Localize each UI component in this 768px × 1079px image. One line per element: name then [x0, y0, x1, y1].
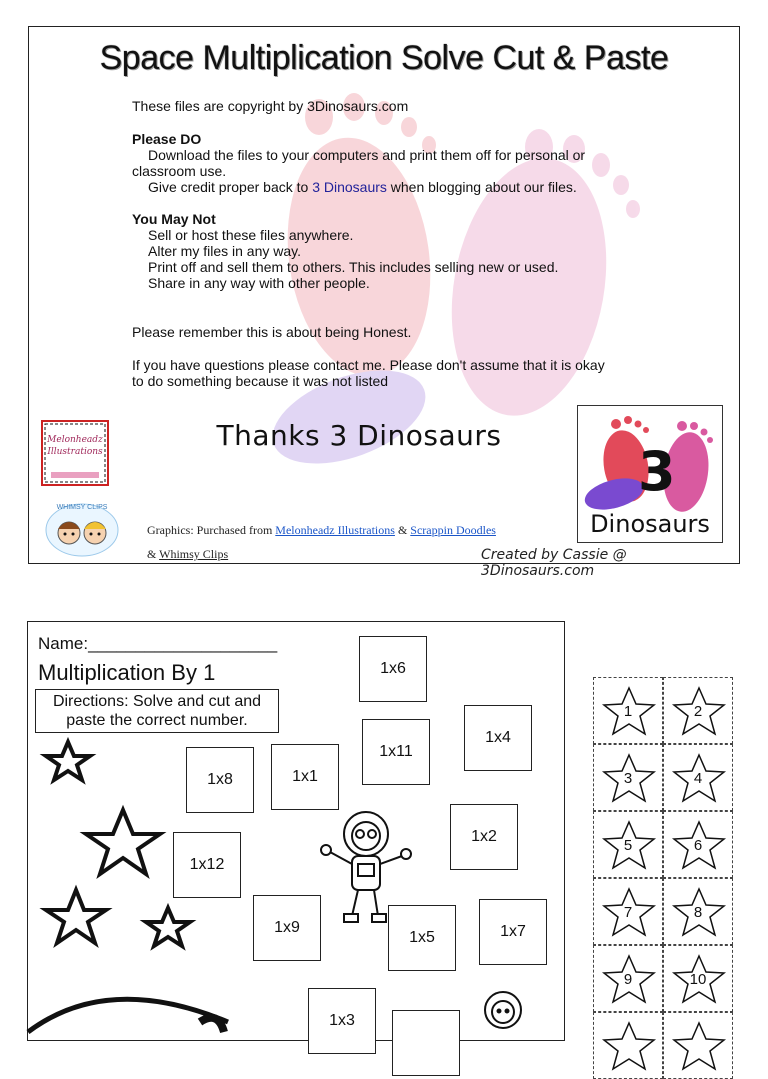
cutout-star-cell[interactable]: [663, 1012, 733, 1079]
cutout-star-cell[interactable]: [593, 744, 663, 811]
questions-line-2: to do something because it was not listed: [132, 373, 389, 389]
graphics-credit-line-2: [147, 547, 228, 562]
please-do-line-2-pre: Give credit proper back to: [148, 179, 313, 195]
cutout-number: 6: [693, 837, 703, 854]
cutout-star-cell[interactable]: [663, 677, 733, 744]
whimsy-clips-logo: [45, 503, 119, 557]
problem-card: 1x12: [173, 832, 241, 898]
problem-card: 1x11: [362, 719, 430, 785]
astronaut-illustration: [316, 808, 416, 926]
problem-card: 1x5: [388, 905, 456, 971]
cover-title: Space Multiplication Solve Cut & Paste: [99, 39, 669, 77]
cutout-star-cell[interactable]: [593, 878, 663, 945]
three-dinosaurs-logo-word: Dinosaurs: [590, 510, 710, 538]
cutout-star-cell[interactable]: [663, 811, 733, 878]
please-do-line-2: [132, 179, 632, 195]
small-astronaut-illustration: [480, 988, 526, 1042]
please-do-section: [132, 131, 632, 195]
honest-note: Please remember this is about being Honest.: [132, 324, 412, 340]
cutout-number: 4: [693, 770, 703, 787]
cutout-number: 10: [689, 971, 707, 988]
cutout-strip: [593, 677, 733, 1037]
three-dinosaurs-link[interactable]: 3 Dinosaurs: [312, 179, 387, 195]
problem-card: 1x1: [271, 744, 339, 810]
please-do-line-1: Download the files to your computers and print them off for personal or: [148, 147, 586, 163]
cutout-number: 1: [623, 703, 633, 720]
cutout-star-cell[interactable]: [593, 1012, 663, 1079]
please-do-heading: Please DO: [132, 131, 202, 147]
questions-note: [132, 357, 652, 389]
problem-card-blank: [392, 1010, 460, 1076]
problem-card: 1x3: [308, 988, 376, 1054]
may-not-item: Sell or host these files anywhere.: [148, 227, 354, 243]
scrappin-doodles-link[interactable]: Scrappin Doodles: [410, 523, 496, 537]
thanks-signature: Thanks 3 Dinosaurs: [216, 419, 502, 452]
created-by: Created by Cassie @ 3Dinosaurs.com: [481, 547, 627, 579]
graphics-credit-line-2-pre: &: [147, 547, 160, 561]
may-not-heading: You May Not: [132, 211, 216, 227]
may-not-item: Share in any way with other people.: [148, 275, 370, 291]
problem-card: 1x7: [479, 899, 547, 965]
may-not-item: Alter my files in any way.: [148, 243, 302, 259]
cutout-number: 9: [623, 971, 633, 988]
may-not-item: Print off and sell them to others. This includes selling new or used.: [148, 259, 559, 275]
name-field[interactable]: Name:____________________: [38, 634, 278, 653]
problem-card: 1x8: [186, 747, 254, 813]
problem-card: 1x6: [359, 636, 427, 702]
problem-card: 1x2: [450, 804, 518, 870]
whimsy-clips-link[interactable]: Whimsy Clips: [159, 547, 229, 561]
cutout-number: 5: [623, 837, 633, 854]
worksheet: [27, 621, 565, 1041]
cutout-star-cell[interactable]: [663, 878, 733, 945]
cutout-number: 7: [623, 904, 633, 921]
problem-card: 1x4: [464, 705, 532, 771]
melonheadz-logo-text: Melonheadz Illustrations: [47, 435, 103, 457]
may-not-section: [132, 211, 652, 291]
whimsy-logo-text: WHIMSY CLIPS: [56, 504, 108, 511]
please-do-line-1b: classroom use.: [132, 163, 227, 179]
cutout-number: 2: [693, 703, 703, 720]
cutout-number: 8: [693, 904, 703, 921]
cover-page: [28, 26, 740, 579]
three-dinosaurs-logo-digit: 3: [638, 440, 676, 503]
cutout-number: 3: [623, 770, 633, 787]
graphics-credit-amp: &: [394, 523, 411, 537]
graphics-credit-pre: Graphics: Purchased from: [147, 523, 276, 537]
cutout-star-cell[interactable]: [593, 677, 663, 744]
three-dinosaurs-logo: [577, 405, 723, 543]
copyright-notice: These files are copyright by 3Dinosaurs.com: [132, 98, 409, 114]
melonheadz-logo: [41, 420, 109, 486]
star-icon: [600, 1019, 658, 1074]
cutout-star-cell[interactable]: [663, 744, 733, 811]
melonheadz-link[interactable]: Melonheadz Illustrations: [275, 523, 395, 537]
worksheet-title: Multiplication By 1: [38, 660, 216, 685]
directions-box: Directions: Solve and cut and paste the correct number.: [35, 689, 279, 733]
cutout-star-cell[interactable]: [593, 811, 663, 878]
please-do-line-2-post: when blogging about our files.: [386, 179, 577, 195]
questions-line-1: If you have questions please contact me. Please don't assume that it is okay: [132, 357, 605, 373]
graphics-credit: [147, 523, 496, 538]
cutout-star-cell[interactable]: [663, 945, 733, 1012]
cutout-star-cell[interactable]: [593, 945, 663, 1012]
star-icon: [670, 1019, 728, 1074]
problem-card: 1x9: [253, 895, 321, 961]
